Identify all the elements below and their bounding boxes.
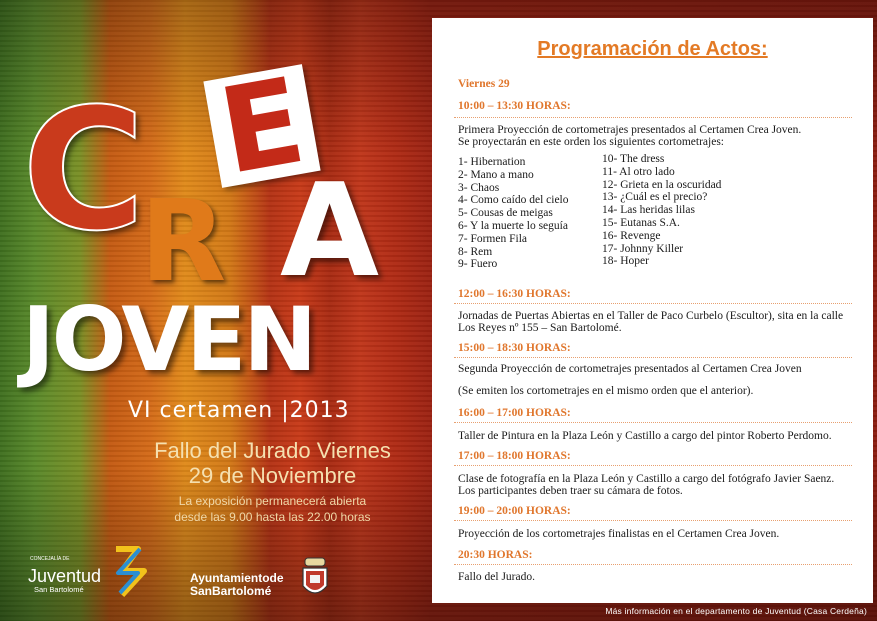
exhibition-line-1: La exposición permanecerá abierta: [178, 494, 367, 508]
list-item: 13- ¿Cuál es el precio?: [602, 191, 708, 204]
list-item: 14- Las heridas lilas: [602, 204, 695, 217]
slot5-line-2: Los participantes deben traer su cámara de fotos.: [458, 485, 683, 497]
divider: [454, 422, 852, 423]
list-item: 10- The dress: [602, 153, 665, 165]
slot3-line-1: Segunda Proyección de cortometrajes presentados al Certamen Crea Joven: [458, 363, 802, 375]
slot1-time: 10:00 – 13:30 HORAS:: [458, 100, 571, 112]
divider: [454, 117, 852, 118]
juventud-small-label: CONCEJALÍA DE: [30, 556, 70, 562]
list-item: 11- Al otro lado: [602, 165, 675, 178]
juventud-s-icon: [108, 543, 152, 599]
slot2-line-2: Los Reyes nº 155 – San Bartolomé.: [458, 322, 622, 334]
verdict-line-2: 29 de Noviembre: [188, 463, 357, 488]
verdict-line-1: Fallo del Jurado Viernes: [154, 438, 391, 463]
slot7-time: 20:30 HORAS:: [458, 549, 533, 561]
slot3-line-2: (Se emiten los cortometrajes en el mismo orden que el anterior).: [458, 385, 754, 397]
exhibition-line-2: desde las 9.00 hasta las 22.00 horas: [174, 510, 371, 524]
coat-of-arms-icon: [300, 556, 330, 600]
divider: [454, 357, 852, 358]
list-item: 8- Rem: [458, 245, 493, 258]
list-item: 16- Revenge: [602, 229, 661, 242]
slot1-line-2: Se proyectarán en este orden los siguientes cortometrajes:: [458, 136, 725, 148]
divider: [454, 465, 852, 466]
slot6-line-1: Proyección de los cortometrajes finalistas en el Certamen Crea Joven.: [458, 528, 780, 540]
slot5-line-1: Clase de fotografía en la Plaza León y Castillo a cargo del fotógrafo Javier Saenz.: [458, 473, 835, 485]
list-item: 17- Johnny Killer: [602, 242, 684, 255]
title-letter-a: A: [280, 157, 380, 306]
title-letter-e: E: [210, 51, 314, 201]
title-letter-c: C: [22, 72, 146, 268]
list-item: 15- Eutanas S.A.: [602, 216, 680, 229]
slot7-line-1: Fallo del Jurado.: [458, 571, 535, 583]
list-item: 3- Chaos: [458, 181, 500, 194]
films-list-right: [602, 153, 721, 268]
list-item: 12- Grieta en la oscuridad: [602, 178, 722, 191]
slot3-time: 15:00 – 18:30 HORAS:: [458, 342, 571, 354]
juventud-logo: [28, 543, 178, 593]
program-title: Programación de Actos:: [537, 38, 768, 60]
slot1-line-1: Primera Proyección de cortometrajes presentados al Certamen Crea Joven.: [458, 124, 802, 136]
slot4-line-1: Taller de Pintura en la Plaza León y Castillo a cargo del pintor Roberto Perdomo.: [458, 430, 832, 442]
slot6-time: 19:00 – 20:00 HORAS:: [458, 505, 571, 517]
ayuntamiento-line-1: Ayuntamientode: [190, 571, 284, 585]
ayuntamiento-label: [190, 572, 284, 598]
list-item: 7- Formen Fila: [458, 232, 527, 245]
list-item: 6- Y la muerte lo seguía: [458, 219, 568, 232]
edition-text: VI certamen |2013: [128, 398, 350, 423]
slot5-time: 17:00 – 18:00 HORAS:: [458, 450, 571, 462]
list-item: 1- Hibernation: [458, 156, 526, 168]
list-item: 5- Cousas de meigas: [458, 207, 553, 220]
program-day: Viernes 29: [458, 78, 510, 90]
ayuntamiento-line-2: SanBartolomé: [190, 584, 272, 598]
films-list-left: [458, 156, 569, 271]
divider: [454, 520, 852, 521]
list-item: 4- Como caído del cielo: [458, 194, 569, 207]
list-item: 18- Hoper: [602, 255, 649, 268]
slot2-time: 12:00 – 16:30 HORAS:: [458, 288, 571, 300]
title-letter-r: R: [140, 177, 227, 307]
juventud-sub-label: San Bartolomé: [34, 585, 84, 594]
divider: [454, 564, 852, 565]
list-item: 9- Fuero: [458, 258, 498, 271]
slot2-line-1: Jornadas de Puertas Abiertas en el Taller de Paco Curbelo (Escultor), sita en la calle: [458, 310, 844, 322]
title-joven: JOVEN: [22, 288, 315, 391]
program-panel: [432, 18, 873, 603]
slot4-time: 16:00 – 17:00 HORAS:: [458, 407, 571, 419]
footer-info: Más información en el departamento de Juventud (Casa Cerdeña): [605, 606, 867, 616]
list-item: 2- Mano a mano: [458, 168, 534, 181]
juventud-label: Juventud: [28, 566, 102, 586]
divider: [454, 303, 852, 304]
